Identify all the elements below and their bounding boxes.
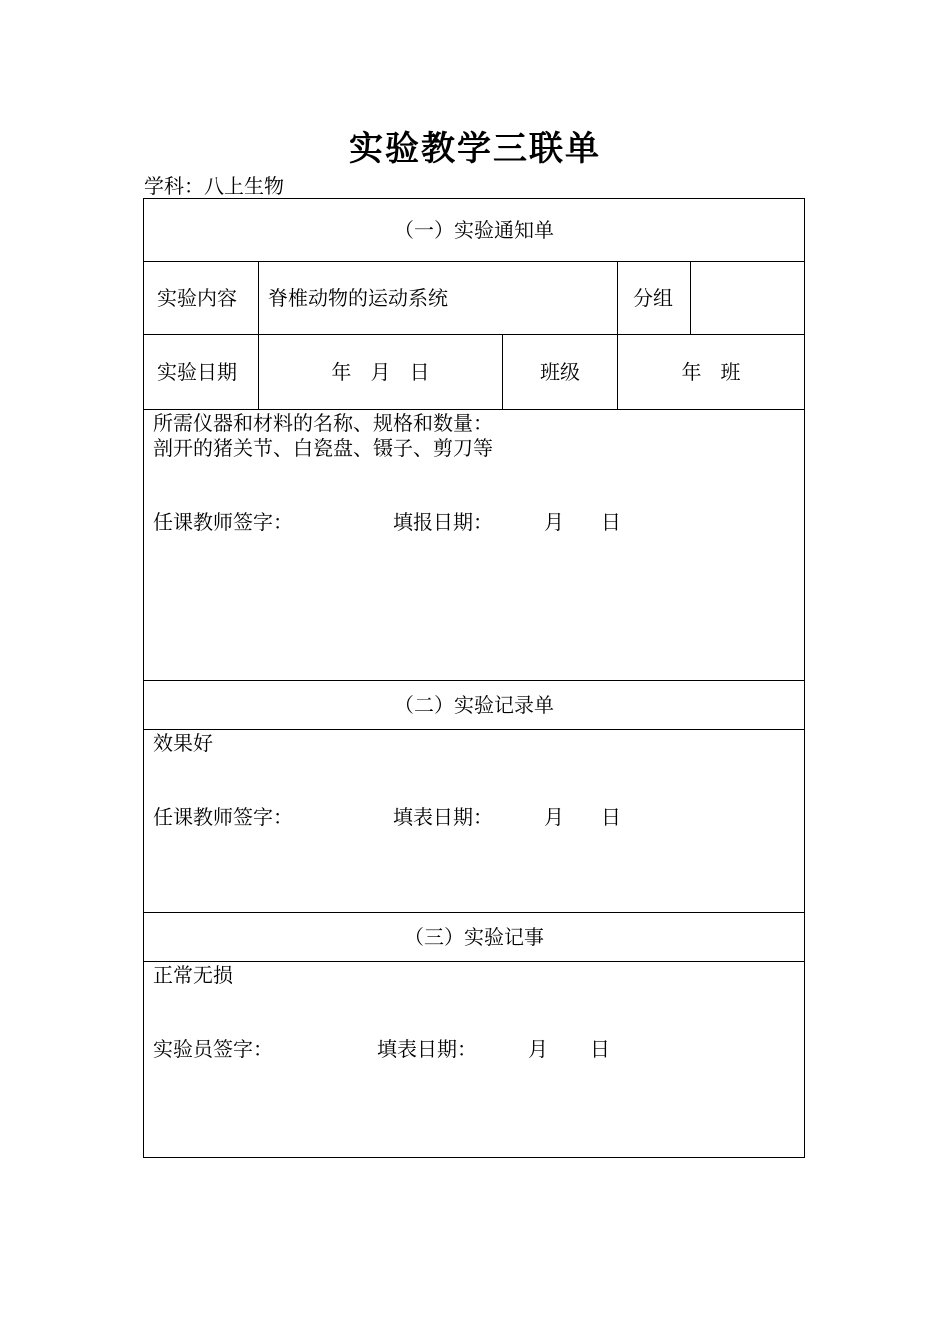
notice-heading: （一）实验通知单 bbox=[394, 218, 554, 242]
materials-value: 剖开的猪关节、白瓷盘、镊子、剪刀等 bbox=[153, 436, 493, 460]
group-label: 分组 bbox=[633, 286, 673, 310]
fill-date-label: 填表日期： bbox=[377, 1037, 477, 1061]
fill-date-label: 填表日期： bbox=[393, 805, 493, 829]
row-divider bbox=[143, 261, 805, 262]
teacher-signature-label: 任课教师签字： bbox=[153, 805, 293, 829]
record-heading: （二）实验记录单 bbox=[394, 693, 554, 717]
subject-line: 学科：八上生物 bbox=[144, 174, 284, 198]
class-value: 年 班 bbox=[681, 360, 741, 384]
date-value: 年 月 日 bbox=[331, 360, 430, 384]
materials-label: 所需仪器和材料的名称、规格和数量： bbox=[153, 411, 493, 435]
column-divider bbox=[617, 261, 618, 409]
fill-day: 日 bbox=[601, 510, 621, 534]
fill-month: 月 bbox=[544, 510, 564, 534]
notes-content: 正常无损 bbox=[153, 963, 233, 987]
form-table bbox=[143, 198, 805, 1158]
row-divider bbox=[143, 912, 805, 913]
class-label: 班级 bbox=[540, 360, 580, 384]
row-divider bbox=[143, 729, 805, 730]
content-value: 脊椎动物的运动系统 bbox=[268, 286, 448, 310]
fill-day: 日 bbox=[590, 1037, 610, 1061]
fill-date-label: 填报日期： bbox=[393, 510, 493, 534]
fill-day: 日 bbox=[601, 805, 621, 829]
row-divider bbox=[143, 961, 805, 962]
column-divider bbox=[258, 261, 259, 409]
teacher-signature-label: 任课教师签字： bbox=[153, 510, 293, 534]
content-label: 实验内容 bbox=[157, 286, 237, 310]
document-title: 实验教学三联单 bbox=[349, 129, 601, 169]
column-divider bbox=[690, 261, 691, 334]
record-result: 效果好 bbox=[153, 731, 213, 755]
row-divider bbox=[143, 680, 805, 681]
row-divider bbox=[143, 334, 805, 335]
notes-heading: （三）实验记事 bbox=[404, 925, 544, 949]
fill-month: 月 bbox=[528, 1037, 548, 1061]
fill-month: 月 bbox=[544, 805, 564, 829]
staff-signature-label: 实验员签字： bbox=[153, 1037, 273, 1061]
date-label: 实验日期 bbox=[157, 360, 237, 384]
